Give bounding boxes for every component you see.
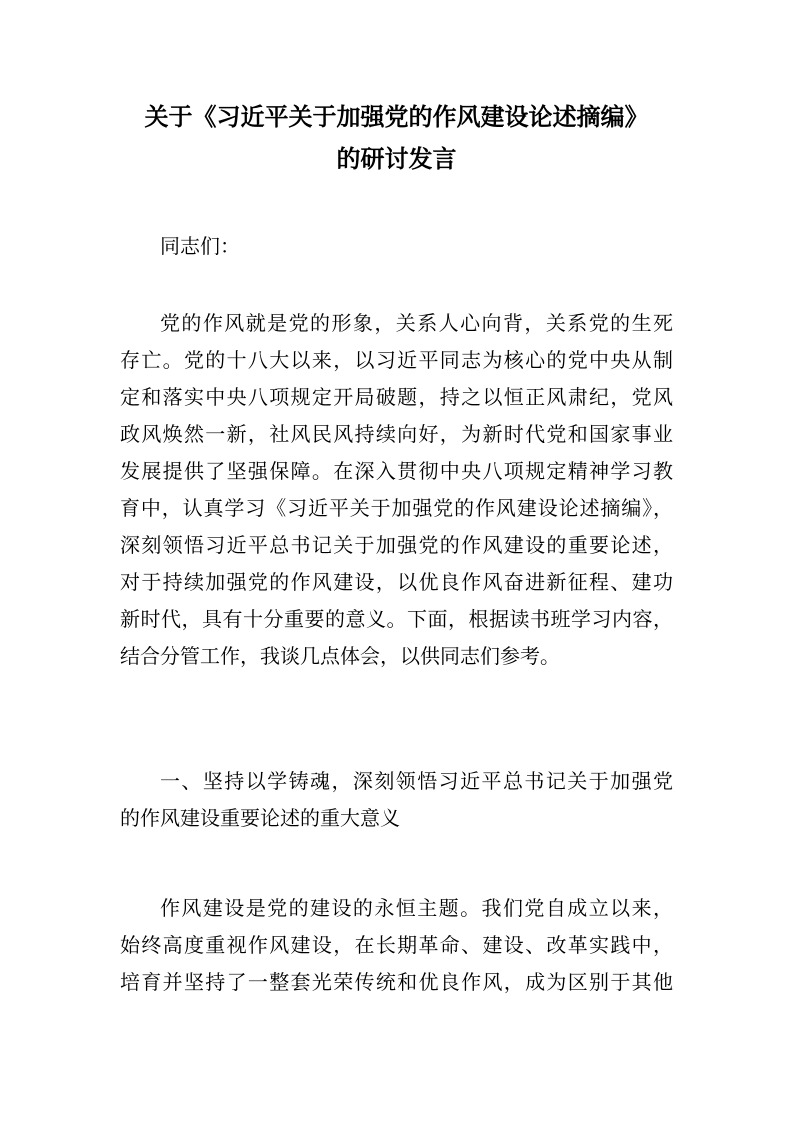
- text-line: 作风建设是党的建设的永恒主题。我们党自成立以来，: [160, 896, 673, 920]
- text-line: 育中，认真学习《习近平关于加强党的作风建设论述摘编》，: [120, 496, 673, 520]
- salutation-block: [120, 228, 673, 265]
- paragraph-section-1: [120, 890, 673, 1001]
- text-line: 党的作风就是党的形象，关系人心向背，关系党的生死: [160, 311, 673, 335]
- title-line-2: 的研讨发言: [336, 144, 457, 173]
- text-line: 培育并坚持了一整套光荣传统和优良作风，成为区别于其他: [120, 970, 673, 994]
- text-line: 定和落实中央八项规定开局破题，持之以恒正风肃纪，党风: [120, 385, 673, 409]
- salutation-text: 同志们：: [160, 234, 240, 258]
- paragraph: [120, 890, 673, 1001]
- text-line: 政风焕然一新，社风民风持续向好，为新时代党和国家事业: [120, 422, 673, 446]
- text-line: 深刻领悟习近平总书记关于加强党的作风建设的重要论述，: [120, 533, 673, 557]
- section-heading-1: [120, 763, 673, 837]
- text-line: 对于持续加强党的作风建设，以优良作风奋进新征程、建功: [120, 570, 673, 594]
- text-line: 的作风建设重要论述的重大意义: [120, 806, 400, 830]
- text-line: 始终高度重视作风建设，在长期革命、建设、改革实践中，: [120, 933, 673, 957]
- paragraph: [120, 305, 673, 675]
- document-title: [120, 96, 673, 180]
- text-line: 结合分管工作，我谈几点体会，以供同志们参考。: [120, 644, 560, 668]
- title-line-1: 关于《习近平关于加强党的作风建设论述摘编》: [144, 102, 649, 131]
- section-heading: [120, 763, 673, 837]
- text-line: 新时代，具有十分重要的意义。下面，根据读书班学习内容，: [120, 607, 673, 631]
- text-line: 存亡。党的十八大以来，以习近平同志为核心的党中央从制: [120, 348, 673, 372]
- text-line: 一、坚持以学铸魂，深刻领悟习近平总书记关于加强党: [160, 769, 673, 793]
- paragraph-intro: [120, 305, 673, 675]
- salutation: [120, 228, 673, 265]
- text-line: 发展提供了坚强保障。在深入贯彻中央八项规定精神学习教: [120, 459, 673, 483]
